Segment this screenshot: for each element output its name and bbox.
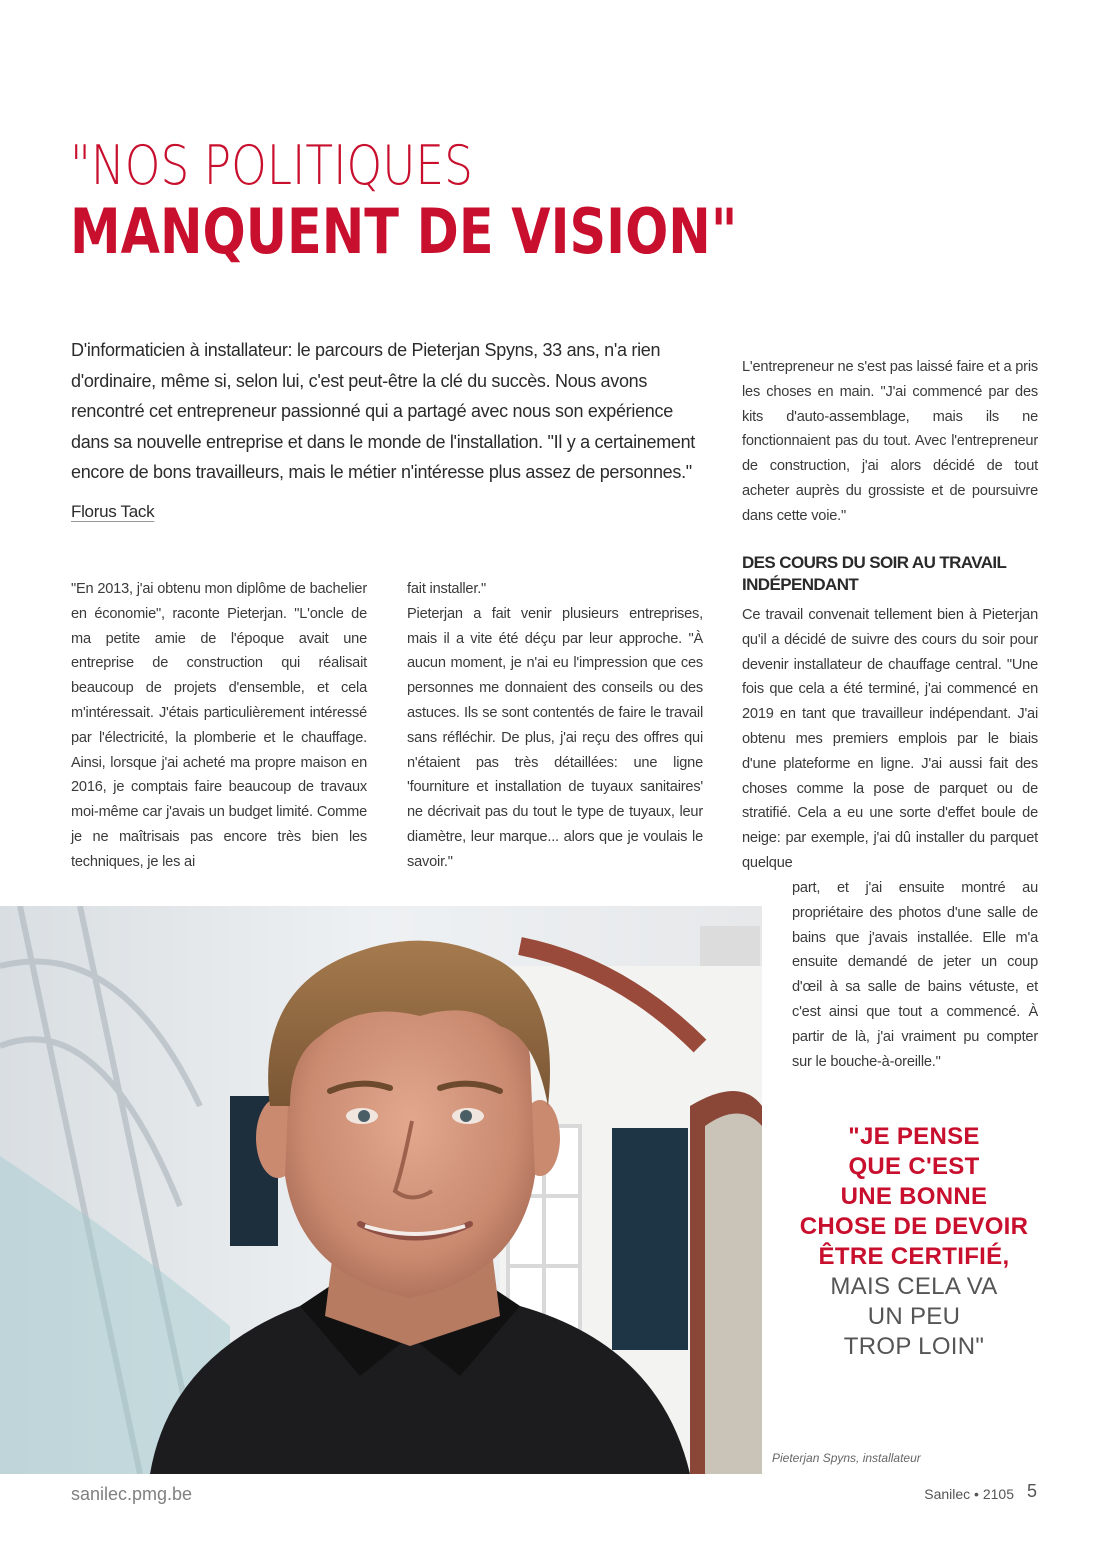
section-subheading: DES COURS DU SOIR AU TRAVAIL INDÉPENDANT [742, 553, 1007, 594]
column-2-text-b: Pieterjan a fait venir plusieurs entreprises, mais il a vite été déçu par leur approche. "À aucun moment, je n'ai eu l'impression que ces personnes me donnaient des conseils ou des astuces. Ils se sont contentés de faire le travail sans réfléchir. De plus, j'ai reçu des offres qui n'étaient pas très détaillées: une ligne 'fourniture et installation de tuyaux sanitaires' ne décrivait pas du tout le type de tuyaux, leur diamètre, leur marque... alors que je voulais le savoir." [407, 605, 703, 870]
column-3-text: L'entrepreneur ne s'est pas laissé faire et a pris les choses en main. "J'ai commencé par des kits d'auto-assemblage, mais ils ne fonctionnaient pas du tout. Avec l'entrepreneur de construction, j'ai alors décidé de tout acheter auprès du grossiste et de poursuivre dans cette voie." [742, 359, 1038, 524]
pull-quote-grey-line-1: MAIS CELA VA [830, 1273, 998, 1300]
pull-quote-grey-line-2: UN PEU [867, 1303, 961, 1330]
article-column-1 [71, 577, 367, 875]
pull-quote-red-line-2: QUE C'EST [848, 1153, 980, 1180]
pull-quote-red-line-4: CHOSE DE DEVOIR [799, 1213, 1029, 1240]
author-byline[interactable]: Florus Tack [71, 502, 155, 521]
article-column-4 [742, 603, 1038, 876]
pull-quote [772, 1122, 1056, 1362]
column-4-text: Ce travail convenait tellement bien à Pieterjan qu'il a décidé de suivre des cours du soir pour devenir installateur de chauffage central. "Une fois que cela a été terminé, j'ai commencé en 2019 en tant que travailleur indépendant. J'ai obtenu mes premiers emplois par le biais d'une plateforme en ligne. J'ai aussi fait des choses comme la pose de parquet ou de stratifié. Cela a eu une sorte d'effet boule de neige: par exemple, j'ai dû installer du parquet quelque [742, 607, 1038, 871]
website-link[interactable]: sanilec.pmg.be [71, 1484, 193, 1504]
issue-label: Sanilec • 2105 [924, 1486, 1014, 1502]
pull-quote-grey-line-3: TROP LOIN" [843, 1333, 985, 1360]
column-2-text-a: fait installer." [407, 581, 487, 597]
pull-quote-red-line-5: ÊTRE CERTIFIÉ, [818, 1243, 1010, 1270]
article-column-3 [742, 355, 1038, 529]
pull-quote-red-line-1: "JE PENSE [848, 1123, 980, 1150]
column-5-text: part, et j'ai ensuite montré au propriétaire des photos d'une salle de bains que j'avais installée. Elle m'a ensuite demandé de jeter un coup d'œil à sa salle de bains vétuste, et c'est ainsi que tout a commencé. À partir de là, j'ai vraiment pu compter sur le bouche-à-oreille." [792, 880, 1038, 1070]
photo-caption: Pieterjan Spyns, installateur [772, 1451, 921, 1465]
headline-line-1: "NOS POLITIQUES [70, 134, 473, 197]
article-column-2 [407, 577, 703, 875]
article-column-5 [792, 876, 1038, 1074]
page-number: 5 [1027, 1481, 1038, 1501]
headline-line-2: MANQUENT DE VISION" [70, 195, 738, 268]
portrait-photo [0, 906, 762, 1474]
column-1-text: "En 2013, j'ai obtenu mon diplôme de bachelier en économie", raconte Pieterjan. "L'oncle de ma petite amie de l'époque avait une entreprise de construction qui réalisait beaucoup de projets d'ensemble, et cela m'intéressait. J'étais particulièrement intéressé par l'électricité, la plomberie et le chauffage. Ainsi, lorsque j'ai acheté ma propre maison en 2016, je comptais faire beaucoup de travaux moi-même car j'avais un budget limité. Comme je ne maîtrisais pas encore très bien les techniques, je les ai [71, 581, 367, 870]
pull-quote-red-line-3: UNE BONNE [840, 1183, 988, 1210]
lead-paragraph: D'informaticien à installateur: le parcours de Pieterjan Spyns, 33 ans, n'a rien d'ordinaire, même si, selon lui, c'est peut-être la clé du succès. Nous avons rencontré cet entrepreneur passionné qui a partagé avec nous son expérience dans sa nouvelle entreprise et dans le monde de l'installation. "Il y a certainement encore de bons travailleurs, mais le métier n'intéresse plus assez de personnes." [71, 340, 696, 482]
